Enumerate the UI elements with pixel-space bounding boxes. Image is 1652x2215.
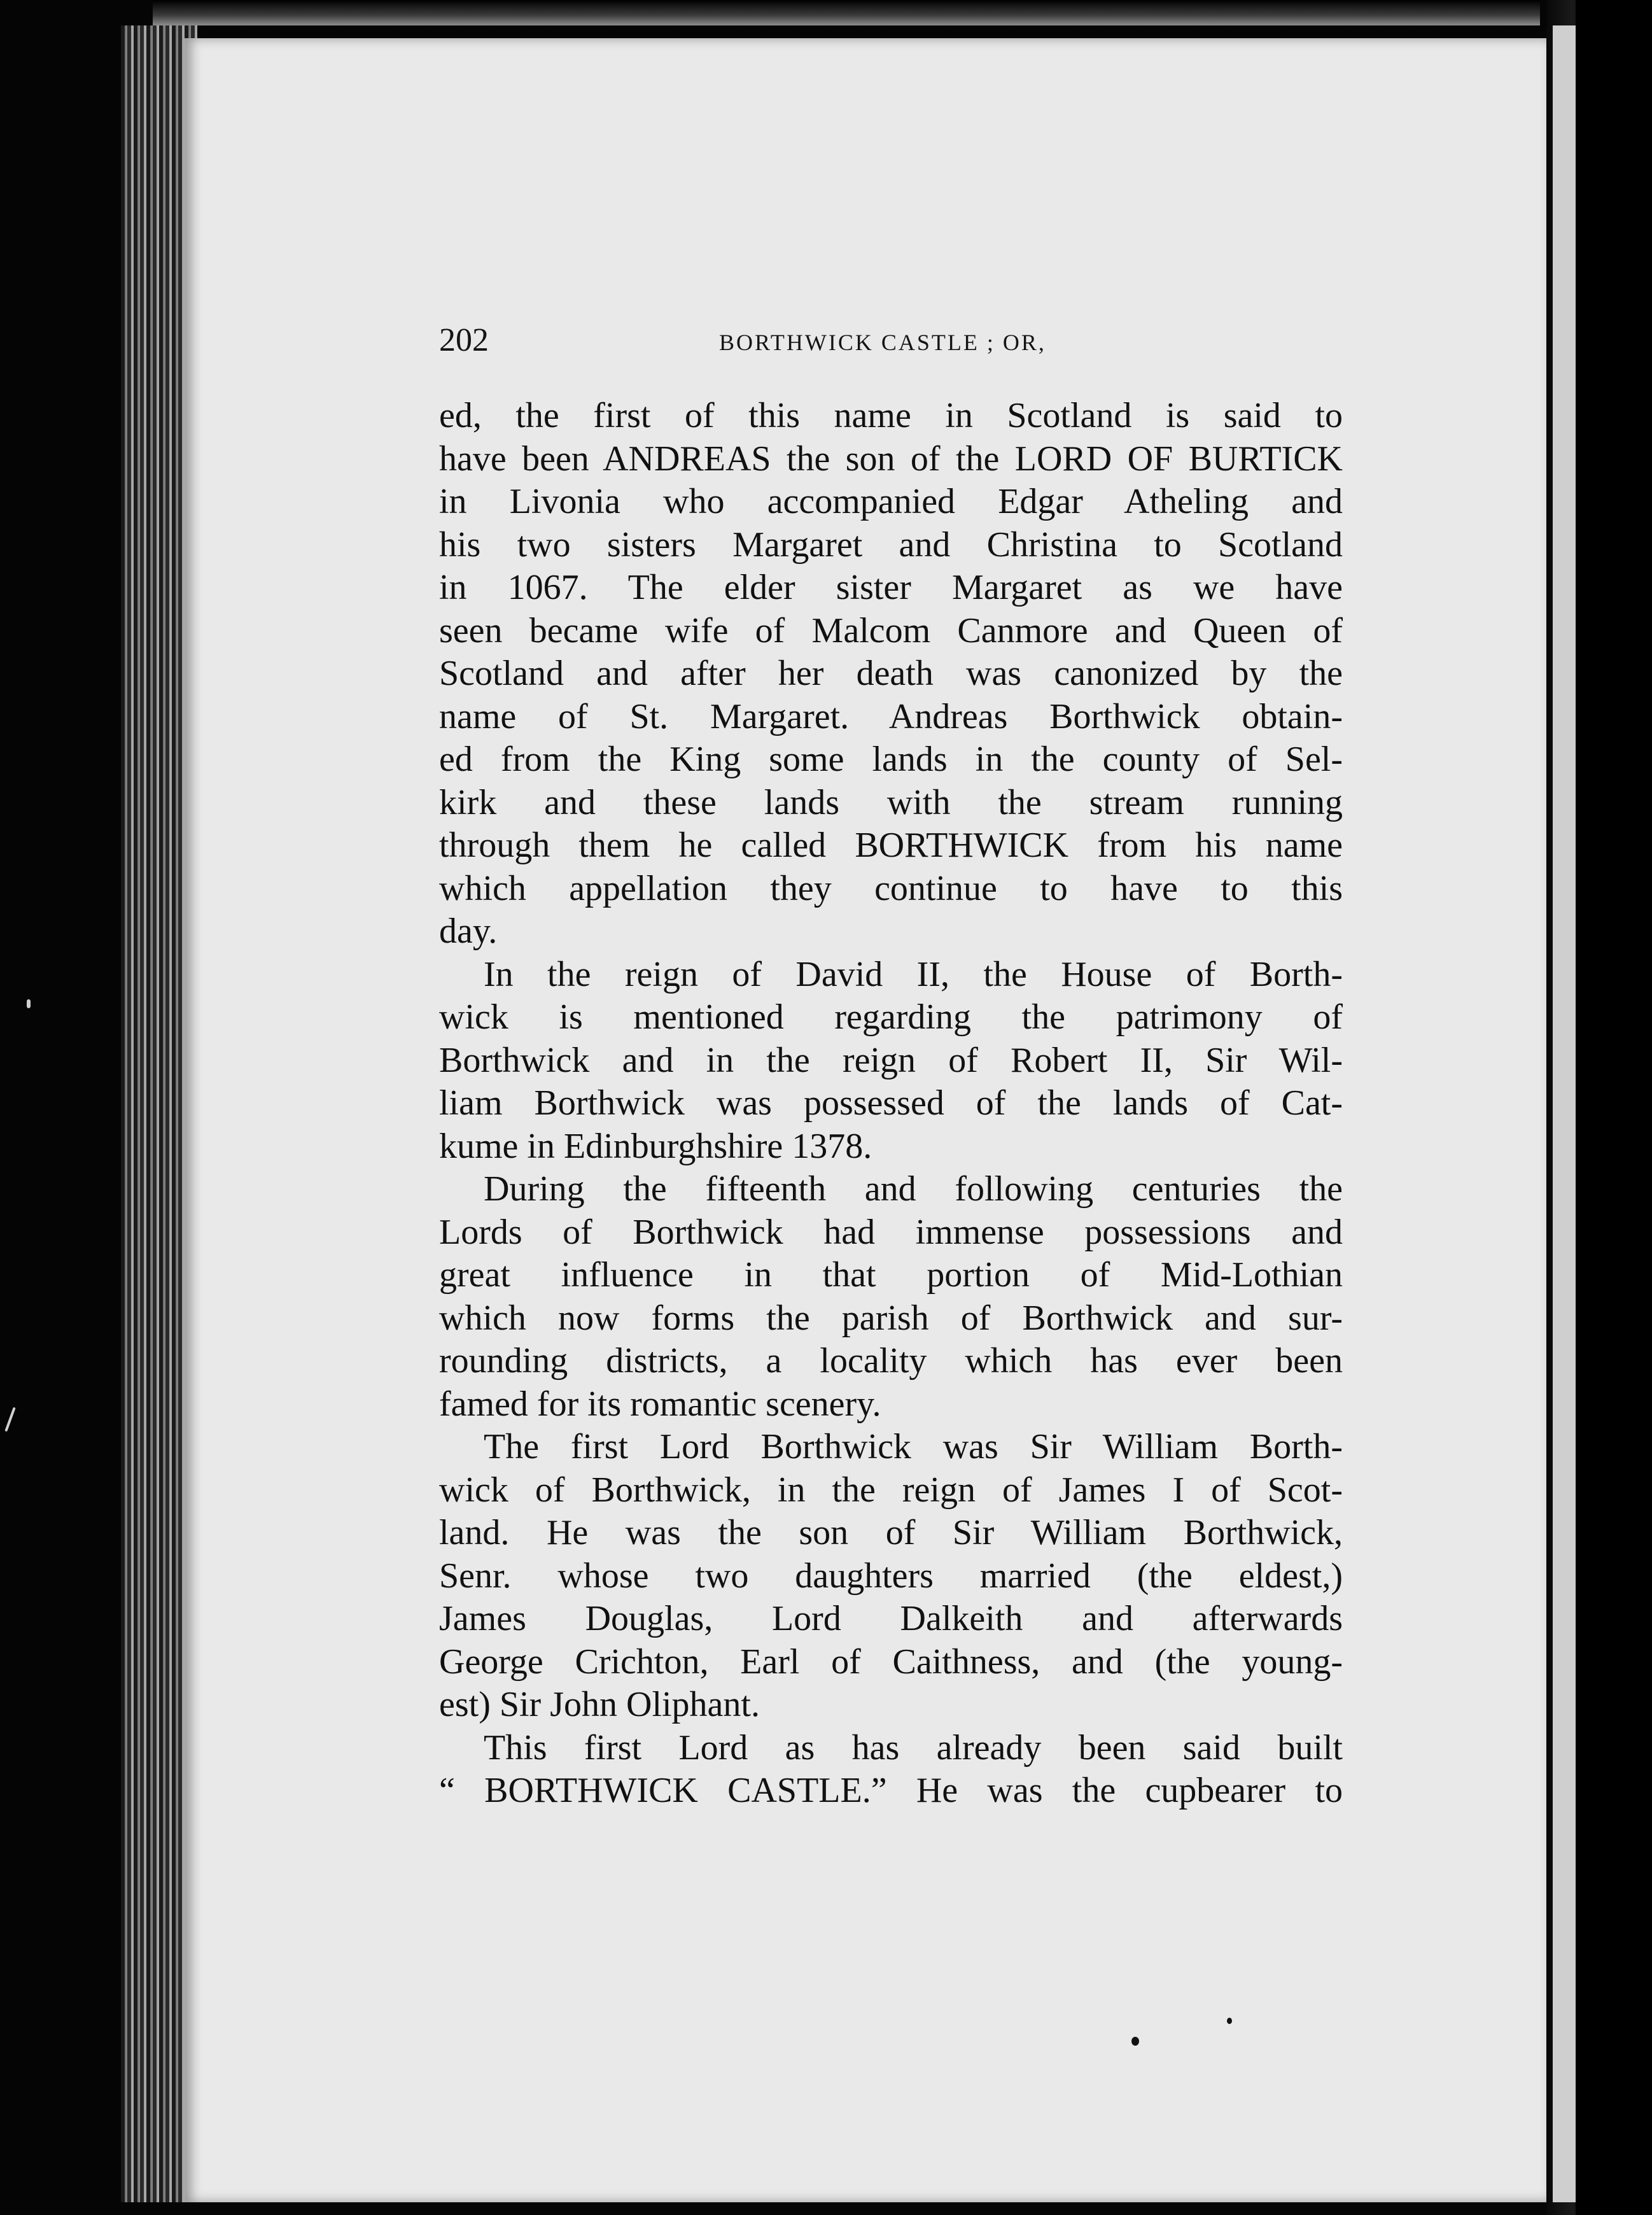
- text-line: wick is mentioned regarding the patrimony of: [439, 997, 1343, 1037]
- text-line: his two sisters Margaret and Christina to Scotland: [439, 524, 1343, 565]
- text-line: ed from the King some lands in the county of Sel-: [439, 740, 1343, 779]
- text-line: which now forms the parish of Borthwick and sur-: [439, 1298, 1343, 1338]
- text-line: Borthwick and in the reign of Robert II, Sir Wil-: [439, 1040, 1343, 1080]
- facing-page-edge: [1553, 25, 1576, 2202]
- text-line: which appellation they continue to have to this: [439, 868, 1343, 908]
- text-line: liam Borthwick was possessed of the lands of Cat-: [439, 1083, 1343, 1123]
- text-line: in 1067. The elder sister Margaret as we have: [439, 568, 1343, 607]
- text-line: Scotland and after her death was canonized by the: [439, 654, 1343, 693]
- text-line: George Crichton, Earl of Caithness, and (the young-: [439, 1642, 1343, 1682]
- text-line: ed, the first of this name in Scotland is said to: [439, 396, 1343, 435]
- text-line: land. He was the son of Sir William Borthwick,: [439, 1513, 1343, 1552]
- text-line: day.: [439, 911, 498, 951]
- text-line: wick of Borthwick, in the reign of James I of Scot-: [439, 1470, 1343, 1510]
- page-number: 202: [439, 322, 489, 358]
- text-line: kume in Edinburghshire 1378.: [439, 1126, 872, 1166]
- ink-speck: [1227, 2018, 1232, 2024]
- text-line: name of St. Margaret. Andreas Borthwick obtain-: [439, 696, 1343, 736]
- text-line: rounding districts, a locality which has ever been: [439, 1341, 1343, 1381]
- text-line: “ BORTHWICK CASTLE.” He was the cupbearer to: [439, 1771, 1343, 1810]
- text-line: famed for its romantic scenery.: [439, 1384, 881, 1424]
- text-line: Lords of Borthwick had immense possessions and: [439, 1212, 1343, 1252]
- running-header: [439, 321, 1343, 366]
- text-line: have been ANDREAS the son of the LORD OF BURTICK: [439, 439, 1343, 479]
- text-line: This first Lord as has already been said built: [484, 1727, 1343, 1768]
- text-line: through them he called BORTHWICK from his name: [439, 826, 1343, 865]
- scan-border-right: [1576, 0, 1652, 2215]
- text-line: James Douglas, Lord Dalkeith and afterwards: [439, 1599, 1343, 1638]
- text-line: in Livonia who accompanied Edgar Atheling and: [439, 482, 1343, 521]
- text-line: In the reign of David II, the House of Borth-: [484, 954, 1343, 994]
- text-line: Senr. whose two daughters married (the eldest,): [439, 1556, 1343, 1596]
- text-line: The first Lord Borthwick was Sir William Borth-: [484, 1427, 1343, 1466]
- text-line: est) Sir John Oliphant.: [439, 1685, 760, 1724]
- scan-speck: [27, 999, 31, 1008]
- book-top-edge: [153, 0, 1540, 25]
- ink-speck: [1131, 2037, 1139, 2046]
- body-text: [439, 395, 1343, 1813]
- text-line: great influence in that portion of Mid-Lothian: [439, 1255, 1343, 1295]
- running-title: BORTHWICK CASTLE ; OR,: [719, 330, 1046, 355]
- text-line: kirk and these lands with the stream running: [439, 782, 1343, 822]
- text-line: seen became wife of Malcom Canmore and Queen of: [439, 610, 1343, 650]
- text-line: During the fifteenth and following centuries the: [484, 1169, 1343, 1209]
